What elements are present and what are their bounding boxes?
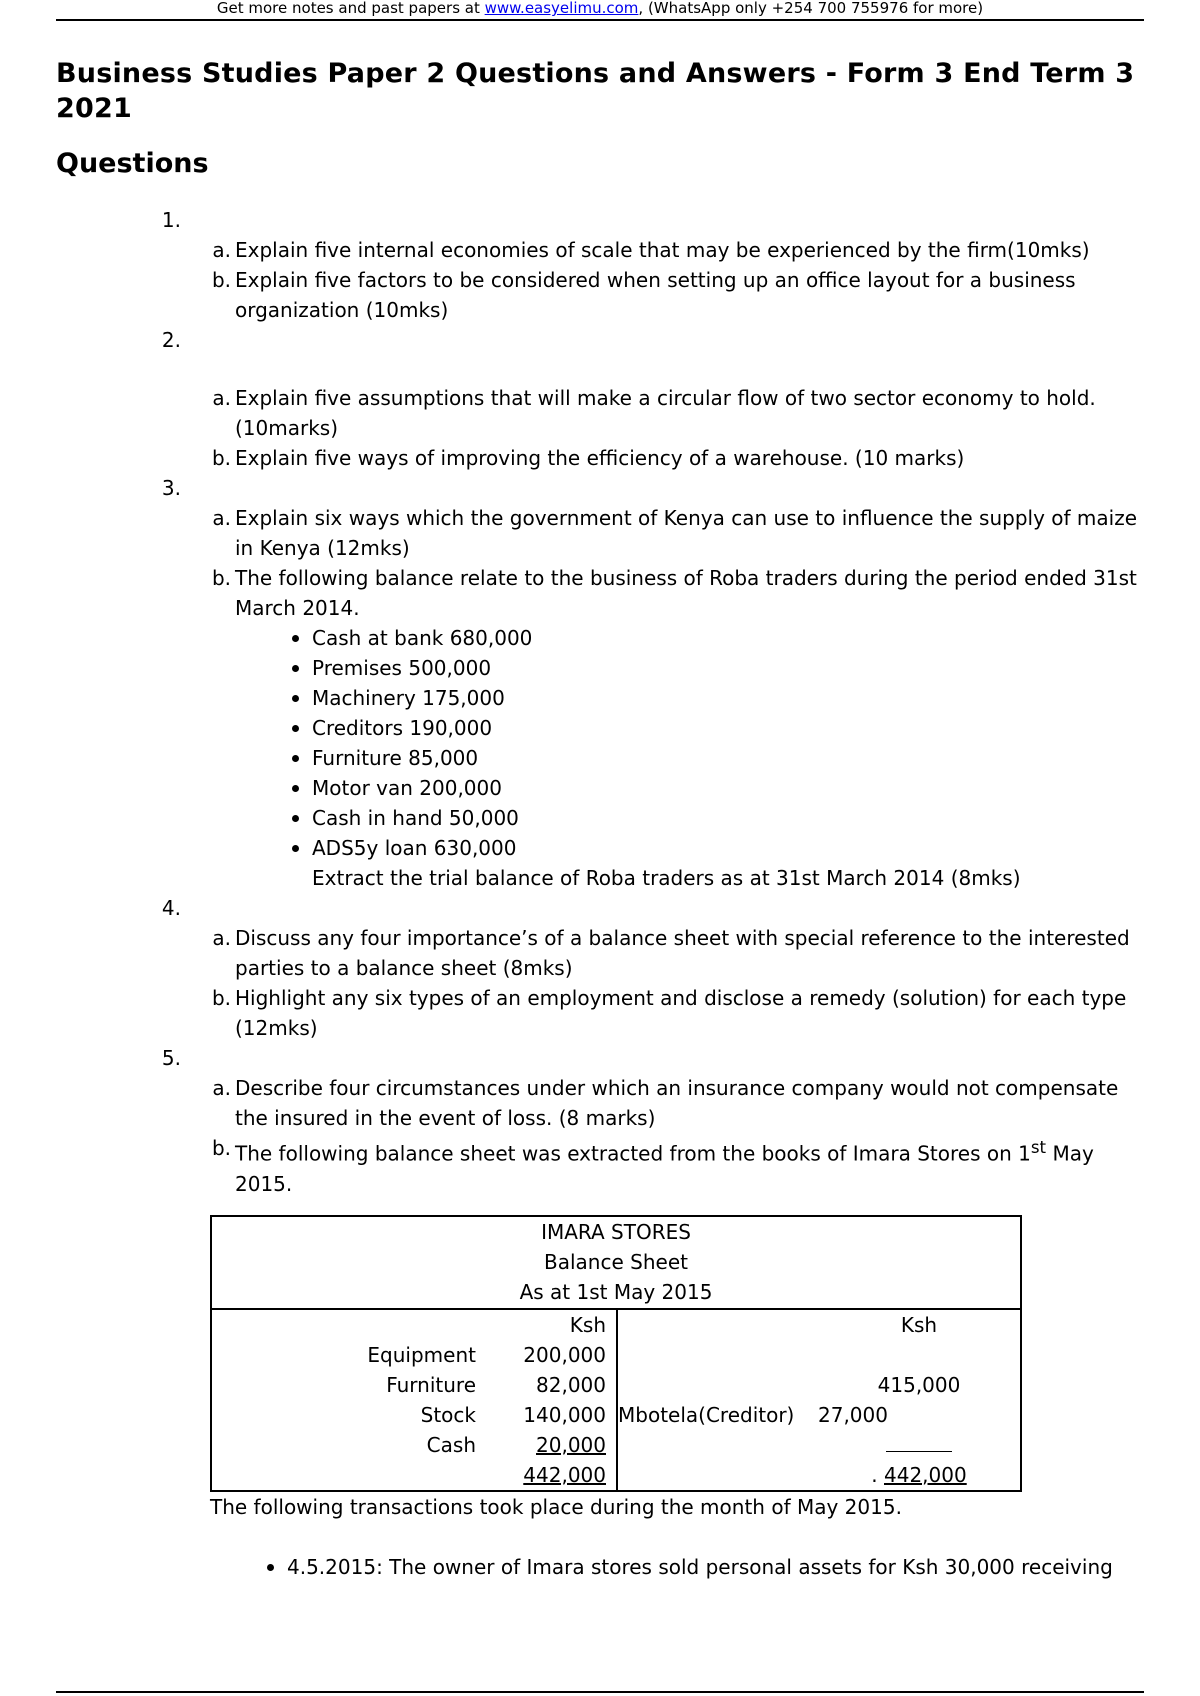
transactions-list — [56, 1552, 1146, 1582]
question-2 — [56, 325, 1146, 473]
currency-label: Ksh — [818, 1309, 1021, 1340]
question-3b: b . The following balance relate to the business of Roba traders during the period ended 31st March 2014. Cash at bank 680,000 Premises 500,000 Machinery 175,000 Creditors 190,000 Furniture 85,000 Motor van 200,000 Cash in hand 50,000 ADS5y loan 630,000 Extract the trial balance of Roba traders as at 31st March 2014 (8mks) — [210, 563, 1146, 893]
currency-label: Ksh — [486, 1309, 617, 1340]
section-heading: Questions — [56, 148, 209, 179]
list-item: Cash in hand 50,000 — [312, 803, 1146, 833]
table-row: Stock 140,000 Mbotela(Creditor) 27,000 — [211, 1400, 1021, 1430]
question-1 — [56, 205, 1146, 325]
question-3 — [56, 473, 1146, 893]
list-item: Premises 500,000 — [312, 653, 1146, 683]
balance-sheet-header: IMARA STORES Balance Sheet As at 1st May 2015 — [211, 1216, 1021, 1309]
question-number: 4 . — [106, 893, 181, 923]
transactions-intro: The following transactions took place during the month of May 2015. — [210, 1494, 902, 1519]
total-left: 442,000 — [486, 1460, 617, 1491]
question-5 — [56, 1043, 1146, 1199]
question-number: 1 . — [106, 205, 181, 235]
total-right: . 442,000 — [818, 1460, 1021, 1491]
balance-list — [235, 623, 1146, 863]
question-2b: b . Explain five ways of improving the efficiency of a warehouse. (10 marks) — [210, 443, 1146, 473]
list-item: Machinery 175,000 — [312, 683, 1146, 713]
list-item: 4.5.2015: The owner of Imara stores sold personal assets for Ksh 30,000 receiving — [287, 1552, 1146, 1582]
question-4 — [56, 893, 1146, 1043]
list-item: Motor van 200,000 — [312, 773, 1146, 803]
underline-blank — [886, 1433, 952, 1452]
list-item: Furniture 85,000 — [312, 743, 1146, 773]
balance-sheet-table — [210, 1215, 1022, 1492]
table-row-total — [211, 1460, 1021, 1491]
question-list — [56, 205, 1146, 1199]
question-1a: a . Explain five internal economies of scale that may be experienced by the firm(10mks) — [210, 235, 1146, 265]
table-row: Equipment 200,000 — [211, 1340, 1021, 1370]
question-3a: a . Explain six ways which the government of Kenya can use to influence the supply of maize in Kenya (12mks) — [210, 503, 1146, 563]
footer-divider — [56, 1691, 1144, 1693]
question-4b: b . Highlight any six types of an employment and disclose a remedy (solution) for each type (12mks) — [210, 983, 1146, 1043]
website-link[interactable]: www.easyelimu.com — [484, 0, 639, 17]
question-5a: a . Describe four circumstances under which an insurance company would not compensate the insured in the event of loss. (8 marks) — [210, 1073, 1146, 1133]
table-row: Furniture 82,000 415,000 — [211, 1370, 1021, 1400]
table-row: Cash 20,000 — [211, 1430, 1021, 1460]
question-number: 5 . — [106, 1043, 181, 1073]
list-item: Creditors 190,000 — [312, 713, 1146, 743]
question-3b-instruction: Extract the trial balance of Roba traders as at 31st March 2014 (8mks) — [312, 866, 1021, 890]
list-item: Cash at bank 680,000 — [312, 623, 1146, 653]
question-4a: a . Discuss any four importance’s of a balance sheet with special reference to the interested parties to a balance sheet (8mks) — [210, 923, 1146, 983]
question-1b: b . Explain five factors to be considered when setting up an office layout for a business organization (10mks) — [210, 265, 1146, 325]
list-item: ADS5y loan 630,000 — [312, 833, 1146, 863]
page-title: Business Studies Paper 2 Questions and Answers - Form 3 End Term 3 2021 — [56, 58, 1135, 124]
page-header: Get more notes and past papers at www.easyelimu.com, (WhatsApp only +254 700 755976 for more) — [56, 0, 1144, 21]
question-5b: b . The following balance sheet was extracted from the books of Imara Stores on 1st May 2015. — [210, 1133, 1146, 1199]
question-number: 3 . — [106, 473, 181, 503]
document-body — [56, 56, 1146, 1582]
question-2a: a . Explain five assumptions that will make a circular flow of two sector economy to hold. (10marks) — [210, 383, 1146, 443]
question-number: 2 . — [106, 325, 181, 355]
